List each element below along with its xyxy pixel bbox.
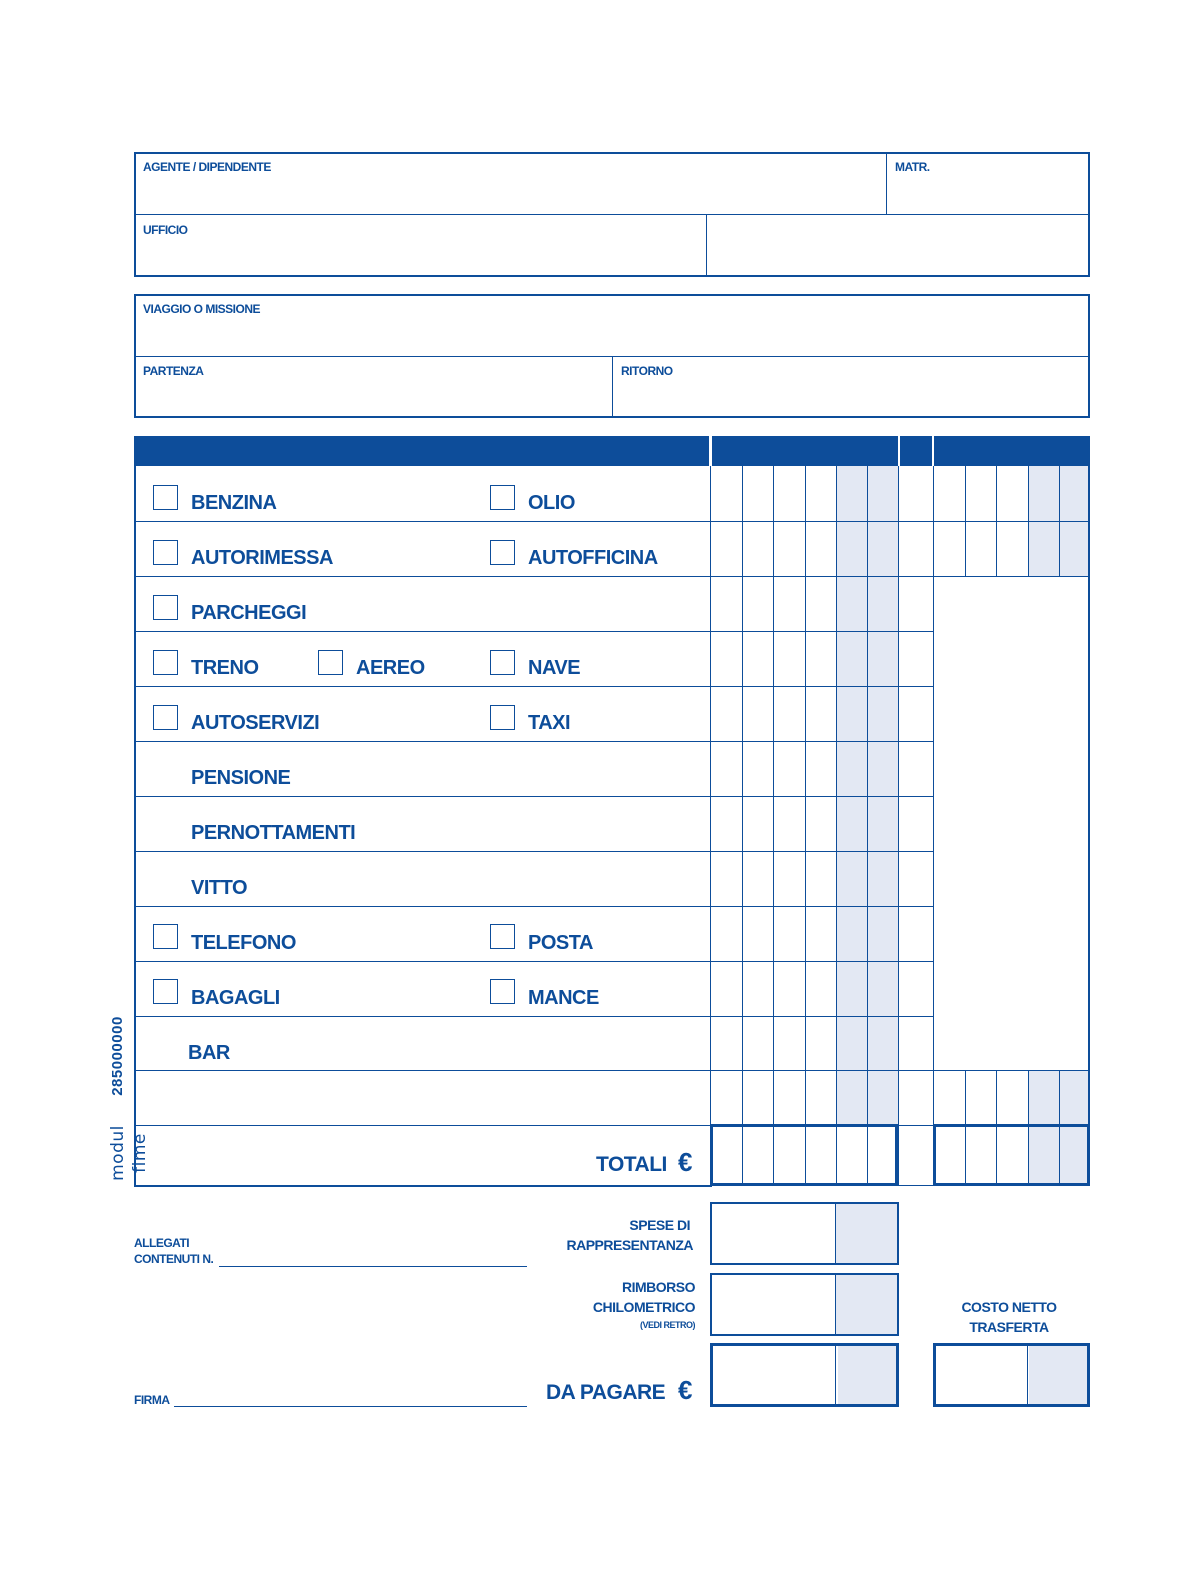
nave-checkbox[interactable]: [490, 650, 515, 675]
rimborso-label-1: RIMBORSO: [622, 1279, 695, 1295]
taxi-label: TAXI: [528, 712, 571, 734]
totali-currency: €: [678, 1147, 692, 1177]
posta-checkbox[interactable]: [490, 924, 515, 949]
ufficio-label: UFFICIO: [143, 223, 188, 237]
matr-field[interactable]: [888, 178, 1088, 212]
totali-iva-box[interactable]: [933, 1124, 1090, 1186]
autofficina-checkbox[interactable]: [490, 540, 515, 565]
brand-logo: modul fime: [108, 1125, 150, 1181]
autoservizi-label: AUTOSERVIZI: [191, 712, 320, 734]
firma-field[interactable]: [174, 1406, 527, 1407]
check-header-icon: ✔: [906, 3, 926, 28]
da-pagare-label: DA PAGARE: [546, 1381, 666, 1404]
costo-netto-box[interactable]: [933, 1343, 1090, 1407]
totali-label: TOTALI: [596, 1153, 667, 1176]
benzina-label: BENZINA: [191, 492, 277, 514]
partenza-label: PARTENZA: [143, 364, 204, 378]
parcheggi-label: PARCHEGGI: [191, 602, 307, 624]
treno-label: TRENO: [191, 657, 259, 679]
da-pagare-box[interactable]: [710, 1343, 899, 1407]
importi-header: IMPORTI: [758, 5, 852, 26]
da-pagare-currency: €: [678, 1375, 692, 1405]
matr-label: MATR.: [895, 160, 930, 174]
viaggio-label: VIAGGIO O MISSIONE: [143, 302, 261, 316]
autoservizi-checkbox[interactable]: [153, 705, 178, 730]
ritorno-label: RITORNO: [621, 364, 673, 378]
olio-label: OLIO: [528, 492, 575, 514]
viaggio-field[interactable]: [136, 320, 1088, 354]
aereo-label: AEREO: [356, 657, 425, 679]
table-header: [134, 436, 1090, 466]
spese-label-2: RAPPRESENTANZA: [566, 1237, 693, 1253]
rimborso-label-3: (VEDI RETRO): [639, 1320, 695, 1330]
aereo-checkbox[interactable]: [318, 650, 343, 675]
costo-netto-label-1: COSTO NETTO: [961, 1299, 1057, 1315]
pernottamenti-label: PERNOTTAMENTI: [191, 822, 356, 844]
rimborso-label-2: CHILOMETRICO: [592, 1299, 695, 1315]
agente-field[interactable]: [136, 178, 884, 212]
bagagli-checkbox[interactable]: [153, 979, 178, 1004]
telefono-checkbox[interactable]: [153, 924, 178, 949]
ufficio-field[interactable]: [136, 240, 704, 275]
autorimessa-checkbox[interactable]: [153, 540, 178, 565]
posta-label: POSTA: [528, 932, 593, 954]
autofficina-label: AUTOFFICINA: [528, 547, 658, 569]
iva-header: IVA DETRAIBILE: [941, 5, 1083, 26]
telefono-label: TELEFONO: [191, 932, 296, 954]
form-code: 285000000: [109, 1016, 126, 1096]
treno-checkbox[interactable]: [153, 650, 178, 675]
costo-netto-label-2: TRASFERTA: [969, 1319, 1049, 1335]
spese-label-1: SPESE DI: [629, 1217, 690, 1233]
allegati-label-2: CONTENUTI N.: [134, 1252, 214, 1266]
olio-checkbox[interactable]: [490, 485, 515, 510]
allegati-label-1: ALLEGATI: [134, 1236, 190, 1250]
spese-rappresentanza-box[interactable]: [710, 1202, 899, 1265]
vitto-label: VITTO: [191, 877, 248, 899]
firma-label: FIRMA: [134, 1393, 170, 1407]
ritorno-field[interactable]: [614, 382, 1088, 416]
allegati-field[interactable]: [219, 1266, 527, 1267]
autorimessa-label: AUTORIMESSA: [191, 547, 333, 569]
partenza-field[interactable]: [136, 382, 610, 416]
agente-label: AGENTE / DIPENDENTE: [143, 160, 271, 174]
bar-label: BAR: [188, 1042, 230, 1064]
bagagli-label: BAGAGLI: [191, 987, 280, 1009]
totali-importi-box[interactable]: [710, 1124, 898, 1186]
rimborso-chilometrico-box[interactable]: [710, 1273, 899, 1336]
taxi-checkbox[interactable]: [490, 705, 515, 730]
descrizione-header: DESCRIZIONE SPESE: [288, 5, 556, 26]
nave-label: NAVE: [528, 657, 581, 679]
mance-checkbox[interactable]: [490, 979, 515, 1004]
pensione-label: PENSIONE: [191, 767, 291, 789]
ufficio-extra-field[interactable]: [708, 216, 1088, 275]
mance-label: MANCE: [528, 987, 599, 1009]
parcheggi-checkbox[interactable]: [153, 595, 178, 620]
benzina-checkbox[interactable]: [153, 485, 178, 510]
